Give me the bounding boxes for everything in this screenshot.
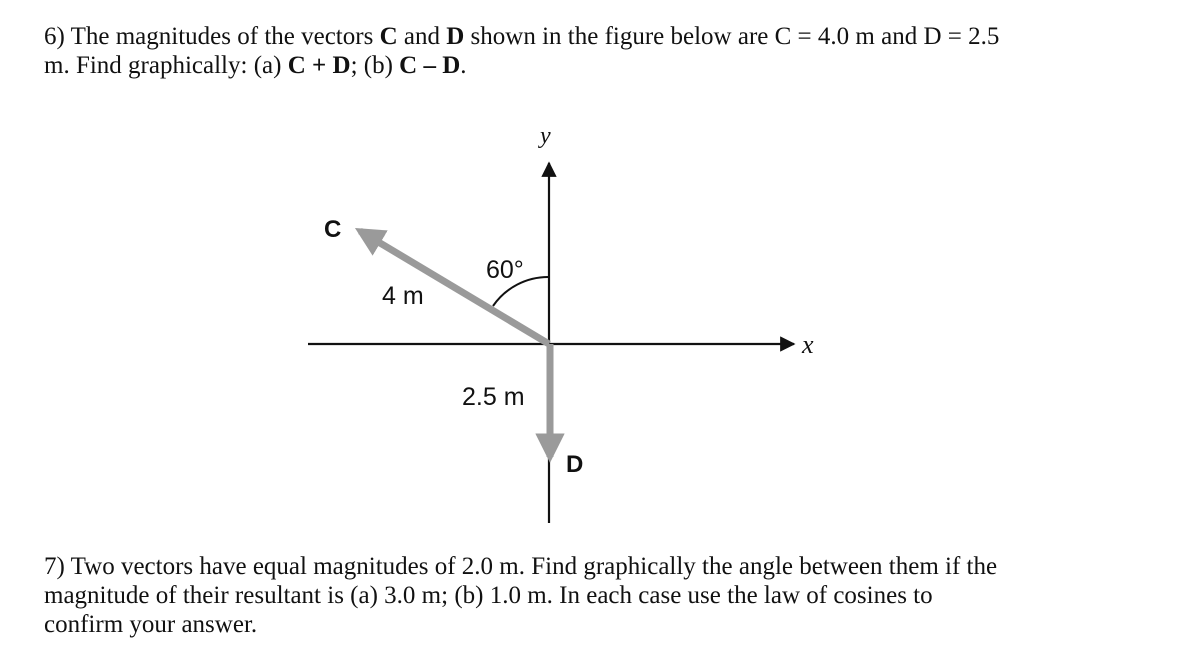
vector-difference-expression: C – D	[399, 52, 461, 79]
vector-diagram	[300, 115, 860, 535]
problem-6-text-a: 6) The magnitudes of the vectors	[44, 23, 380, 50]
vector-c-name: C	[379, 23, 398, 50]
vector-sum-expression: C + D	[287, 52, 351, 79]
problem-7-line-3: confirm your answer.	[44, 611, 258, 638]
angle-label: 60°	[486, 256, 524, 284]
x-axis-label: x	[802, 330, 814, 359]
problem-6-text-b: and	[397, 23, 447, 50]
problem-6	[44, 22, 1174, 80]
vector-d-label: D	[566, 451, 584, 478]
problem-6-text-e: ; (b)	[350, 52, 400, 79]
y-axis-label: y	[540, 123, 551, 149]
problem-7-line-1: 7) Two vectors have equal magnitudes of 2.0 m. Find graphically the angle between them if the	[44, 553, 998, 580]
problem-7-line-2: magnitude of their resultant is (a) 3.0 m; (b) 1.0 m. In each case use the law of cosines to	[44, 582, 933, 609]
vector-c-label: C	[324, 216, 342, 243]
problem-7	[44, 552, 1174, 639]
vector-d-length-label: 2.5 m	[462, 383, 525, 411]
vector-c-length-label: 4 m	[382, 282, 424, 310]
problem-6-line-1	[44, 22, 1174, 51]
problem-6-text-d: m. Find graphically: (a)	[44, 52, 288, 79]
problem-6-text-c: shown in the figure below are C = 4.0 m and D = 2.5	[464, 23, 1000, 50]
vector-d-name: D	[446, 23, 465, 50]
problem-6-text-f: .	[460, 52, 467, 79]
problem-6-line-2	[44, 51, 1174, 80]
